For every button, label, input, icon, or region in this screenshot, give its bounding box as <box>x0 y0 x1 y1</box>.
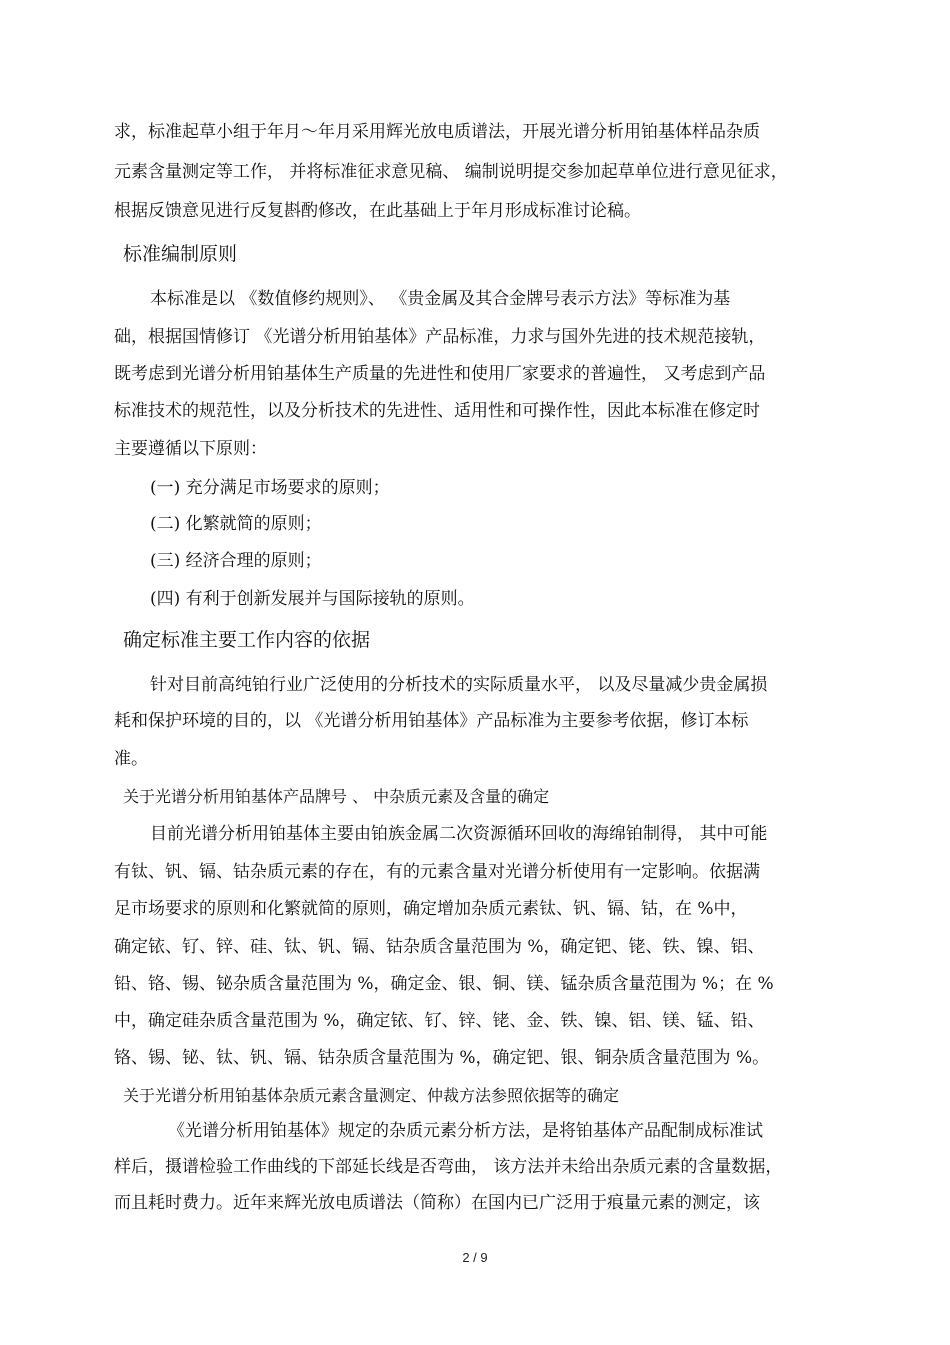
text-line: 而且耗时费力。近年来辉光放电质谱法（简称）在国内已广泛用于痕量元素的测定，该 <box>114 1193 760 1213</box>
subsection-heading: 关于光谱分析用铂基体产品牌号 、 中杂质元素及含量的确定 <box>123 787 550 806</box>
text-line: 础，根据国情修订 《光谱分析用铂基体》产品标准，力求与国外先进的技术规范接轨， <box>114 327 766 347</box>
page-number: 2 / 9 <box>462 1250 488 1265</box>
text-line: 铬、锡、铋、钛、钒、镉、钴杂质含量范围为 %，确定钯、银、铜杂质含量范围为 %。 <box>114 1048 770 1068</box>
text-line: 样后，摄谱检验工作曲线的下部延长线是否弯曲， 该方法并未给出杂质元素的含量数据， <box>114 1157 783 1177</box>
list-item: (二) 化繁就简的原则； <box>150 514 322 534</box>
section-heading: 标准编制原则 <box>123 243 238 265</box>
subsection-heading: 关于光谱分析用铂基体杂质元素含量测定、仲裁方法参照依据等的确定 <box>123 1086 620 1105</box>
text-line: 既考虑到光谱分析用铂基体生产质量的先进性和使用厂家要求的普遍性， 又考虑到产品 <box>114 364 766 384</box>
text-line: 有钛、钒、镉、钴杂质元素的存在，有的元素含量对光谱分析使用有一定影响。依据满 <box>114 862 760 882</box>
text-line: 标准技术的规范性，以及分析技术的先进性、适用性和可操作性，因此本标准在修定时 <box>114 401 760 421</box>
text-line: 耗和保护环境的目的，以 《光谱分析用铂基体》产品标准为主要参考依据，修订本标 <box>114 711 749 731</box>
list-item: (四) 有利于创新发展并与国际接轨的原则。 <box>150 589 475 609</box>
text-line: 主要遵循以下原则： <box>114 439 267 459</box>
text-line: 铅、铬、锡、铋杂质含量范围为 %，确定金、银、铜、镁、锰杂质含量范围为 %；在 % <box>114 974 774 994</box>
text-line: 目前光谱分析用铂基体主要由铂族金属二次资源循环回收的海绵铂制得， 其中可能 <box>150 824 768 844</box>
text-line: 足市场要求的原则和化繁就简的原则，确定增加杂质元素钛、钒、镉、钴，在 %中， <box>114 899 748 919</box>
list-item: (三) 经济合理的原则； <box>150 551 322 571</box>
text-line: 针对目前高纯铂行业广泛使用的分析技术的实际质量水平， 以及尽量减少贵金属损 <box>150 675 768 695</box>
text-line: 《光谱分析用铂基体》规定的杂质元素分析方法，是将铂基体产品配制成标准试 <box>168 1121 763 1141</box>
text-line: 确定铱、钌、锌、硅、钛、钒、镉、钴杂质含量范围为 %，确定钯、铑、铁、镍、铝、 <box>114 937 765 957</box>
text-line: 求，标准起草小组于年月～年月采用辉光放电质谱法，开展光谱分析用铂基体样品杂质 <box>114 122 760 142</box>
section-heading: 确定标准主要工作内容的依据 <box>123 629 371 651</box>
text-line: 中，确定硅杂质含量范围为 %，确定铱、钌、锌、铑、金、铁、镍、铝、镁、锰、铅、 <box>114 1011 765 1031</box>
text-line: 根据反馈意见进行反复斟酌修改，在此基础上于年月形成标准讨论稿。 <box>114 201 641 221</box>
text-line: 本标准是以 《数值修约规则》、 《贵金属及其合金牌号表示方法》等标准为基 <box>150 289 731 309</box>
list-item: (一) 充分满足市场要求的原则； <box>150 478 390 498</box>
text-line: 元素含量测定等工作， 并将标准征求意见稿、 编制说明提交参加起草单位进行意见征求， <box>114 162 788 182</box>
text-line: 准。 <box>114 749 148 769</box>
